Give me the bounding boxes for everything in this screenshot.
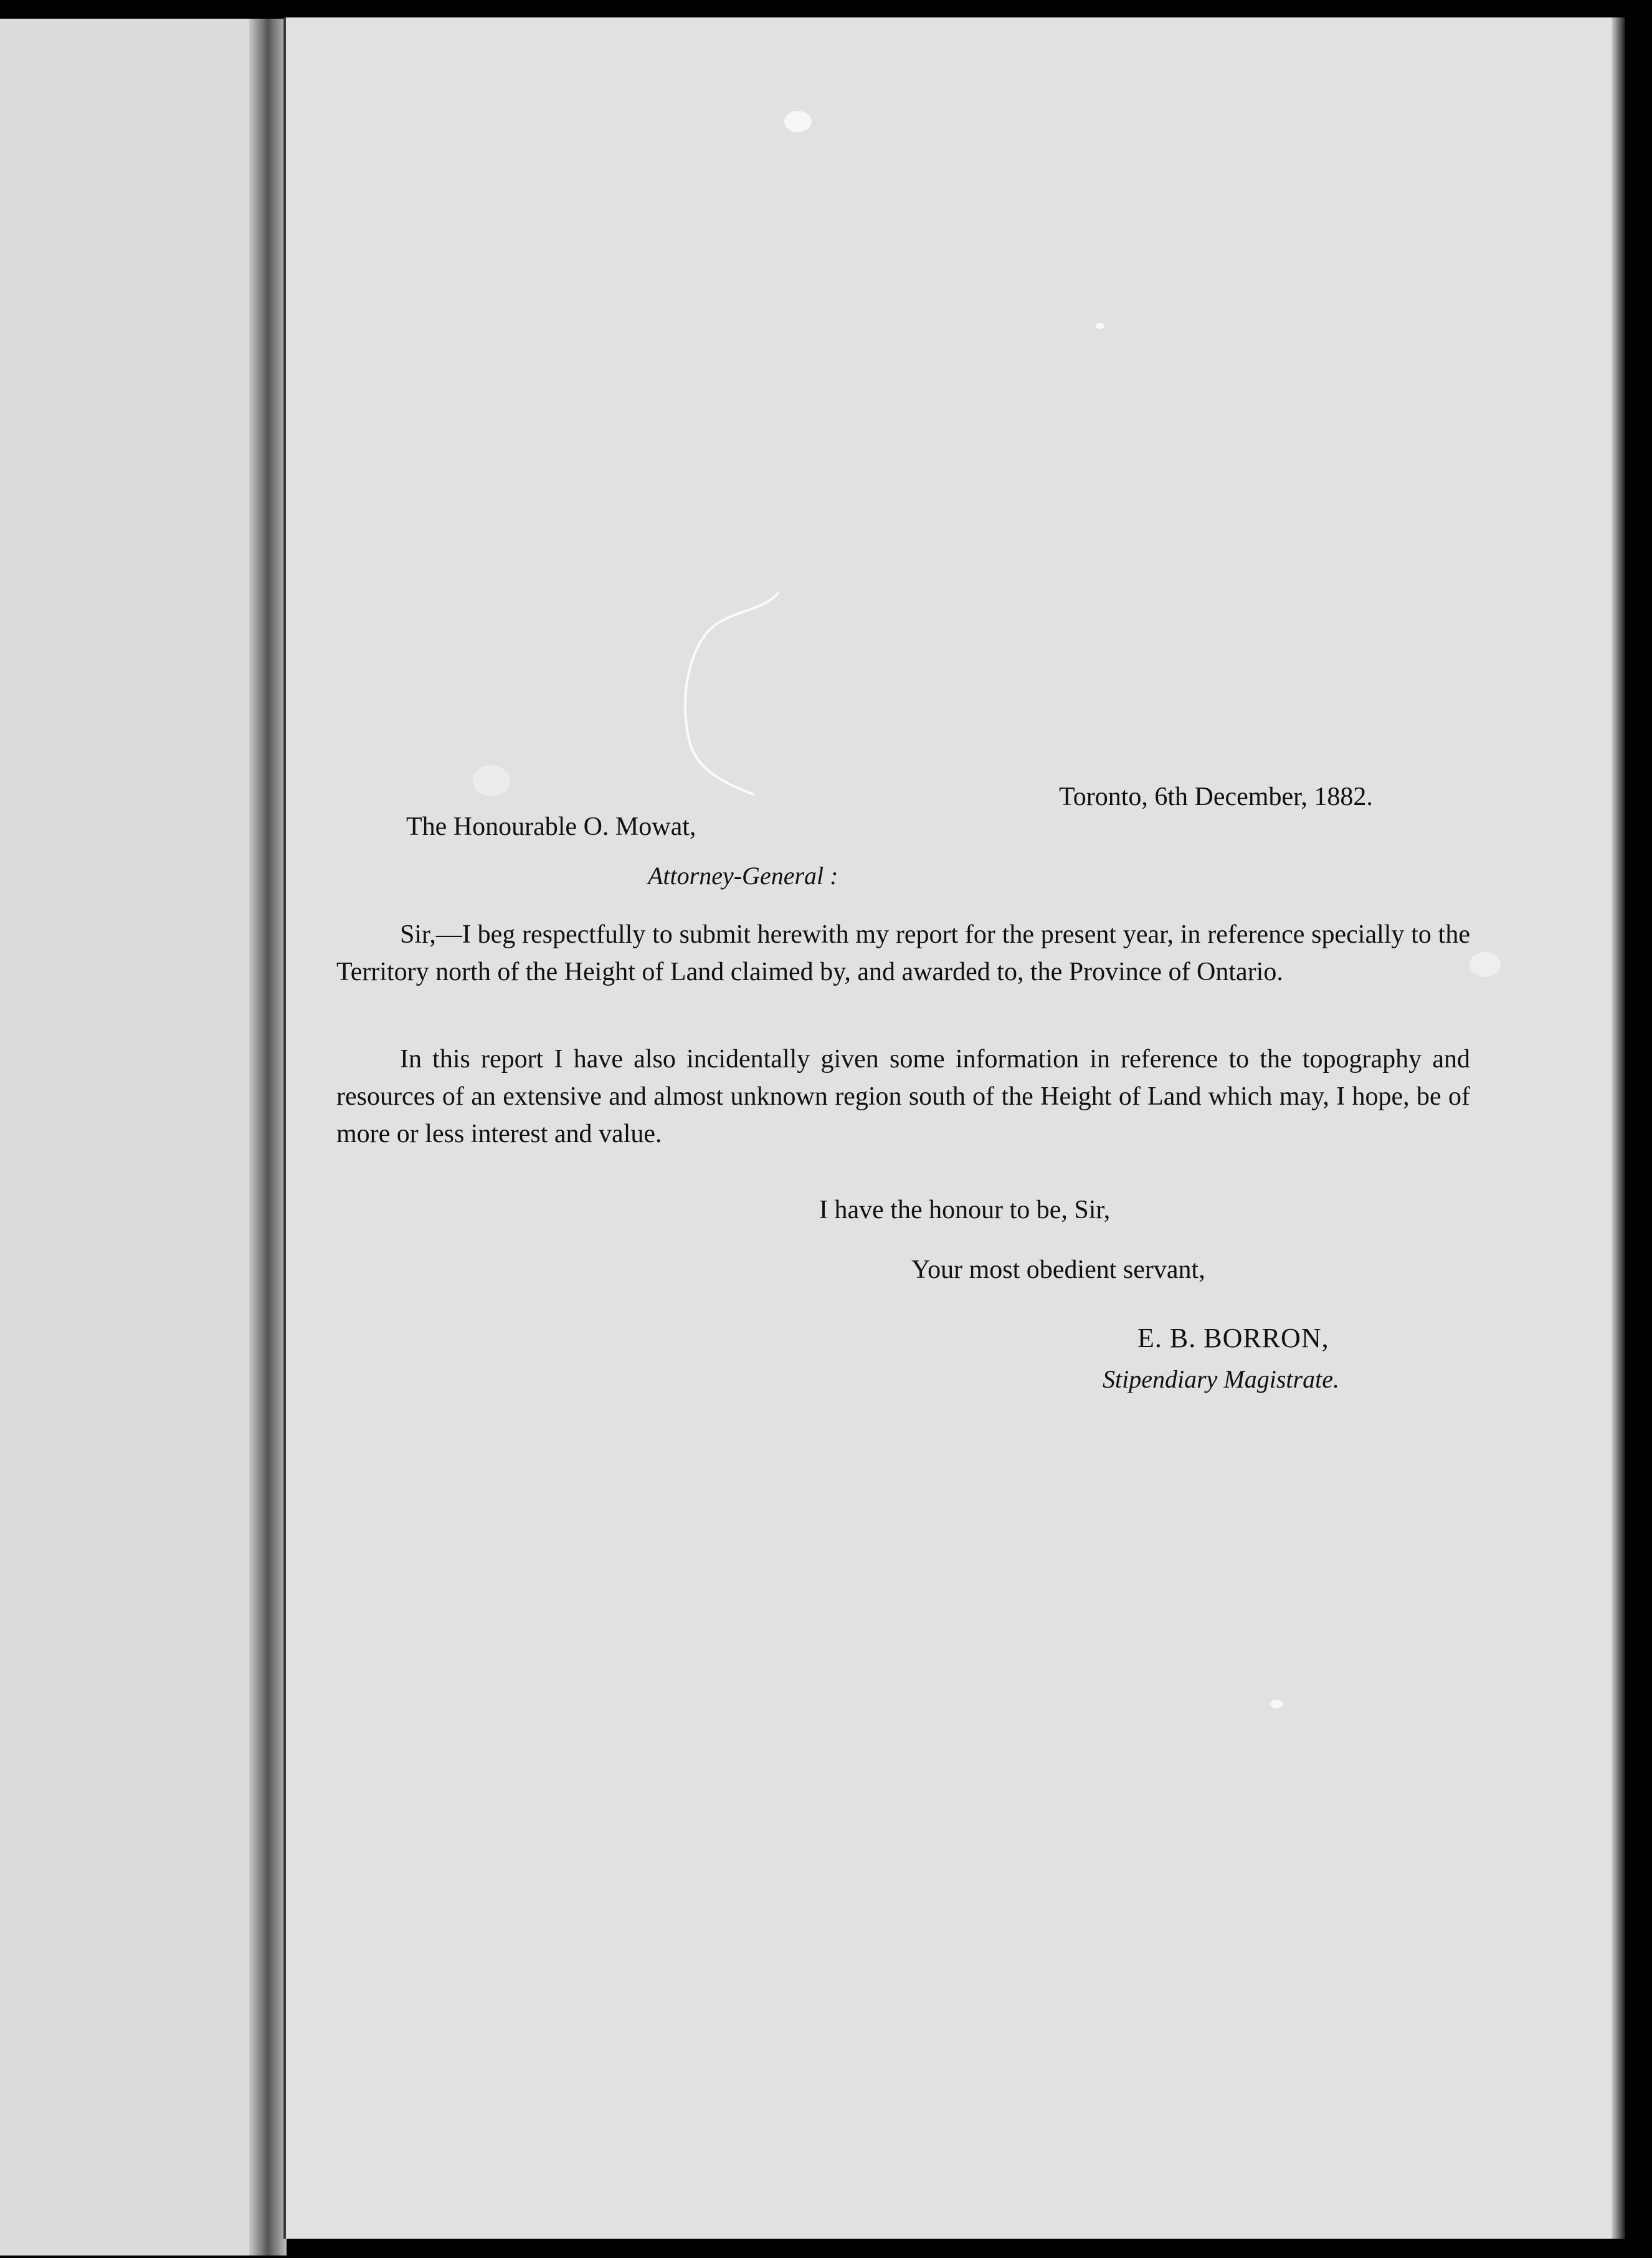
signature-title: Stipendiary Magistrate. <box>1103 1365 1339 1393</box>
paper-speck <box>1096 323 1104 329</box>
recipient-name: The Honourable O. Mowat, <box>406 812 696 841</box>
paper-speck <box>784 111 812 132</box>
book-binding <box>249 19 287 2256</box>
facing-page <box>0 19 274 2256</box>
paper-speck <box>1469 952 1501 977</box>
recipient-title: Attorney-General : <box>648 862 838 890</box>
paper-speck <box>1270 1700 1283 1708</box>
pencil-mark <box>673 586 785 798</box>
closing-line: I have the honour to be, Sir, <box>819 1196 1111 1224</box>
valediction: Your most obedient servant, <box>911 1255 1205 1284</box>
date-line: Toronto, 6th December, 1882. <box>1059 783 1373 811</box>
paper-speck <box>473 765 510 796</box>
body-paragraph: Sir,—I beg respectfully to submit herewith my report for the present year, in reference specially to the Territory north of the Height of Land claimed by, and awarded to, the Province of Ontario. <box>336 920 1470 986</box>
body-paragraph: In this report I have also incidentally given some information in reference to the topography and resources of an extensive and almost unknown region south of the Height of Land which may, I hope, be of more or less interest and value. <box>336 1045 1470 1148</box>
signature-name: E. B. BORRON, <box>1137 1323 1329 1353</box>
